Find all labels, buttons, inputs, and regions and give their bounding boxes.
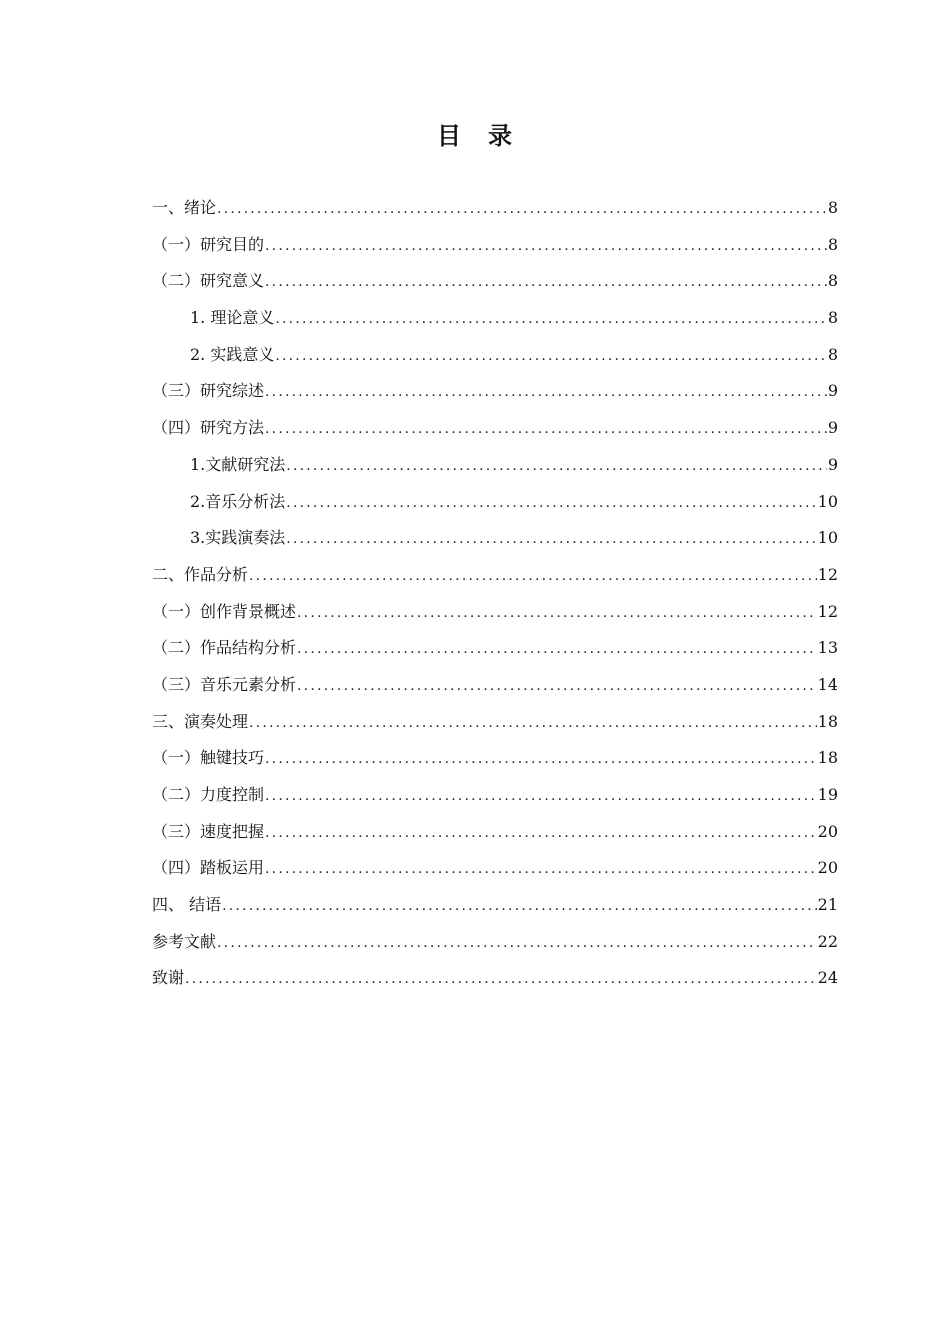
page-title [0, 116, 950, 151]
toc-entry-label: （一）创作背景概述 [152, 601, 297, 621]
toc-page-number: 12 [817, 601, 838, 621]
toc-page-number: 20 [817, 858, 838, 878]
toc-page-number: 10 [817, 491, 838, 511]
toc-leader [249, 558, 817, 595]
toc-page-number: 21 [817, 895, 838, 915]
toc-entry-label: 3.实践演奏法 [190, 528, 286, 548]
toc-entry[interactable] [152, 557, 838, 594]
toc-leader [297, 595, 817, 632]
toc-entry[interactable] [152, 520, 838, 557]
table-of-contents [152, 190, 838, 997]
toc-entry-label: 三、演奏处理 [152, 711, 249, 731]
toc-entry[interactable] [152, 373, 838, 410]
toc-entry-label: （二）研究意义 [152, 271, 265, 291]
toc-leader [275, 338, 826, 375]
toc-page-number: 20 [817, 821, 838, 841]
toc-leader [265, 815, 817, 852]
toc-entry[interactable] [152, 887, 838, 924]
toc-entry-label: （三）速度把握 [152, 821, 265, 841]
toc-leader [265, 374, 827, 411]
toc-entry-label: （二）作品结构分析 [152, 638, 297, 658]
toc-page-number: 13 [817, 638, 838, 658]
toc-entry-label: （三）研究综述 [152, 381, 265, 401]
toc-page-number: 9 [827, 418, 838, 438]
toc-entry[interactable] [152, 594, 838, 631]
toc-leader [265, 741, 817, 778]
toc-entry[interactable] [152, 850, 838, 887]
toc-leader [222, 888, 817, 925]
toc-page-number: 24 [817, 968, 838, 988]
toc-entry-label: 参考文献 [152, 931, 217, 951]
toc-entry[interactable] [152, 484, 838, 521]
toc-entry-label: 1. 理论意义 [190, 308, 275, 328]
toc-entry-label: （三）音乐元素分析 [152, 674, 297, 694]
toc-leader [185, 961, 817, 998]
toc-page-number: 14 [817, 674, 838, 694]
toc-entry-label: 二、作品分析 [152, 564, 249, 584]
toc-entry[interactable] [152, 740, 838, 777]
toc-entry[interactable] [152, 300, 838, 337]
toc-entry-label: 一、绪论 [152, 198, 217, 217]
toc-entry[interactable] [152, 704, 838, 741]
title-char-2: 录 [488, 122, 513, 150]
toc-entry-label: （一）研究目的 [152, 234, 265, 254]
title-char-1: 目 [437, 122, 462, 150]
toc-page-number: 8 [827, 271, 838, 291]
toc-entry[interactable] [152, 410, 838, 447]
toc-page-number: 9 [827, 381, 838, 401]
toc-leader [286, 448, 827, 485]
toc-page-number: 18 [817, 748, 838, 768]
toc-entry[interactable] [152, 263, 838, 300]
toc-leader [275, 301, 826, 338]
toc-entry-label: 致谢 [152, 968, 185, 988]
toc-entry[interactable] [152, 924, 838, 961]
toc-leader [265, 228, 827, 265]
toc-entry[interactable] [152, 814, 838, 851]
toc-page-number: 19 [817, 785, 838, 804]
toc-entry-label: （四）踏板运用 [152, 858, 265, 878]
toc-entry-label: （一）触键技巧 [152, 748, 265, 768]
toc-leader [297, 668, 817, 705]
toc-entry-label: （二）力度控制 [152, 785, 265, 804]
toc-leader [265, 411, 827, 448]
toc-entry-label: （四）研究方法 [152, 418, 265, 438]
toc-page-number: 9 [827, 454, 838, 474]
toc-page-number: 8 [827, 344, 838, 364]
toc-entry[interactable] [152, 447, 838, 484]
toc-page-number: 8 [827, 234, 838, 254]
toc-entry-label: 四、 结语 [152, 895, 222, 915]
toc-page-number: 22 [817, 931, 838, 951]
toc-leader [265, 778, 817, 815]
toc-page-number: 8 [827, 198, 838, 217]
toc-leader [217, 925, 817, 962]
toc-leader [265, 264, 827, 301]
toc-entry[interactable] [152, 960, 838, 997]
toc-page-number: 18 [817, 711, 838, 731]
toc-entry-label: 2.音乐分析法 [190, 491, 286, 511]
toc-entry[interactable] [152, 227, 838, 264]
toc-page-number: 12 [817, 564, 838, 584]
toc-entry[interactable] [152, 630, 838, 667]
toc-page-number: 10 [817, 528, 838, 548]
toc-leader [286, 521, 816, 558]
toc-entry[interactable] [152, 190, 838, 227]
toc-entry[interactable] [152, 337, 838, 374]
toc-leader [265, 851, 817, 888]
toc-entry[interactable] [152, 777, 838, 814]
toc-leader [217, 191, 827, 228]
toc-leader [297, 631, 817, 668]
toc-entry-label: 1.文献研究法 [190, 454, 286, 474]
toc-entry[interactable] [152, 667, 838, 704]
toc-entry-label: 2. 实践意义 [190, 344, 275, 364]
toc-page-number: 8 [827, 308, 838, 328]
toc-leader [249, 705, 817, 742]
toc-leader [286, 485, 816, 522]
